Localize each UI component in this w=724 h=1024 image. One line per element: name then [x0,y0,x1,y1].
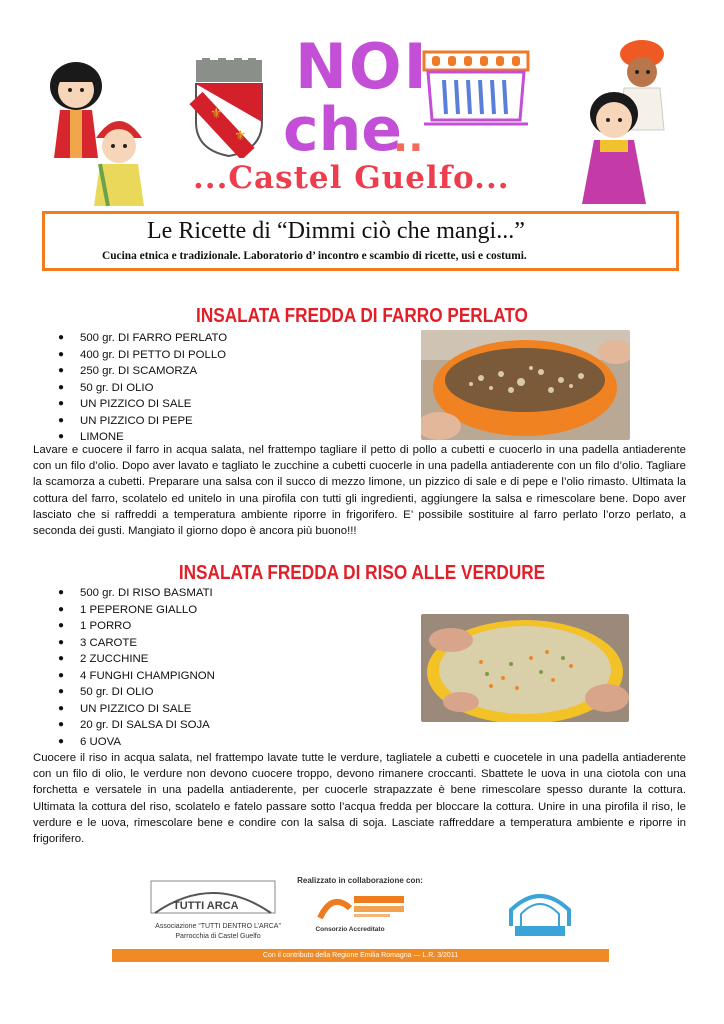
ingredient-text: 3 CAROTE [80,636,137,649]
ingredient-text: LIMONE [80,431,124,443]
logo-che-text: che [283,95,402,165]
ingredient-item [58,618,215,635]
bullet-icon: ● [58,348,65,360]
rice-salad-photo [421,614,629,722]
comunita-solidale-logo [316,890,408,924]
association-name: Associazione “TUTTI DENTRO L’ARCA” [155,923,281,930]
ingredient-text: 400 gr. DI PETTO DI POLLO [80,348,227,361]
ingredient-text: 2 ZUCCHINE [80,653,149,665]
ingredient-item [58,651,215,668]
banner-title: Le Ricette di “Dimmi ciò che mangi...” [147,218,525,244]
logo-town-text: ...Castel Guelfo... [193,160,510,196]
ingredient-item [58,717,215,734]
ingredient-text: 500 gr. DI FARRO PERLATO [80,332,228,344]
bullet-icon: ● [58,603,65,615]
bullet-icon: ● [58,620,65,631]
ingredient-text: 20 gr. DI SALSA DI SOJA [80,719,210,731]
ingredient-item [58,734,215,751]
ingredient-text: 4 FUNGHI CHAMPIGNON [80,669,215,682]
recipes-banner [42,211,679,271]
ingredient-item [58,602,215,619]
banner-subtitle: Cucina etnica e tradizionale. Laboratorio d’ incontro e scambio di ricette, usi e costumi. [102,250,527,262]
ingredient-text: UN PIZZICO DI SALE [80,398,192,410]
consorzio-label: Consorzio Accreditato [315,926,385,933]
bullet-icon: ● [58,431,65,442]
recipe-2-ingredients [58,585,215,750]
ingredient-text: 50 gr. DI OLIO [80,381,154,394]
bullet-icon: ● [58,365,65,376]
bullet-icon: ● [58,332,65,343]
svg-text:⚜: ⚜ [210,105,223,121]
ingredient-item [58,347,227,364]
collaboration-label: Realizzato in collaborazione con: [297,876,423,885]
girl-yellow-dress-illustration [88,108,150,208]
logo-noi-text: NOI [295,30,429,103]
bullet-icon: ● [58,414,65,426]
bullet-icon: ● [58,398,65,409]
palace-illustration [420,40,532,150]
ingredient-text: 50 gr. DI OLIO [80,686,154,698]
ingredient-text: 6 UOVA [80,735,121,748]
page-header [0,0,724,210]
tutti-dentro-arca-logo [133,873,293,923]
ida-poli-logo [505,886,575,942]
recipe-2-title: INSALATA FREDDA DI RISO ALLE VERDURE [178,562,546,584]
ingredient-text: 250 gr. DI SCAMORZA [80,365,198,377]
parish-name: Parrocchia di Castel Guelfo [175,933,261,940]
ingredient-text: 1 PEPERONE GIALLO [80,603,198,616]
regional-contribution-bar: Con il contributo della Regione Emilia Romagna — L.R. 3/2011 [112,949,609,962]
ingredient-item [58,330,227,347]
recipe-1-title: INSALATA FREDDA DI FARRO PERLATO [196,305,528,327]
ingredient-item [58,363,227,380]
ingredient-item [58,635,215,652]
ingredient-item [58,668,215,685]
ingredient-text: 1 PORRO [80,620,132,632]
ingredient-item [58,684,215,701]
ingredient-item [58,413,227,430]
bullet-icon: ● [58,702,65,714]
bullet-icon: ● [58,587,65,598]
recipe-1-ingredients [58,330,227,446]
bullet-icon: ● [58,669,65,681]
ingredient-item [58,396,227,413]
logo-dots: .. [393,115,424,161]
bullet-icon: ● [58,719,65,730]
ingredient-text: UN PIZZICO DI SALE [80,702,192,715]
recipe-1-method: Lavare e cuocere il farro in acqua salata, nel frattempo tagliare il petto di pollo a cubetti e cuocerlo in una padella antiaderente con un filo d’olio. Dopo aver lavato e tagliato le zucchine a cubetti cuocerle in una padella antiaderente con un filo d’olio. Tagliare la scamorza a cubetti. Preparare una salsa con il succo di mezzo limone, un pizzico di sale e di pepe e l’olio rimasto. Ultimata la cottura del farro, scolatelo ed unitelo in una pirofila con tutti gli ingredienti, aggiungere la salsa e rimescolare bene. Dopo aver lasciato che si raffreddi a temperatura ambiente riporre in frigorifero. E’ possibile sostituire al farro perlato l’orzo perlato, a seconda dei gusti. Mangiato il giorno dopo è ancora più buono!!! [33,444,686,538]
svg-text:TUTTI ARCA: TUTTI ARCA [173,900,239,912]
svg-text:⚜: ⚜ [234,127,247,143]
bullet-icon: ● [58,653,65,664]
castel-guelfo-coat-of-arms [188,58,270,158]
bullet-icon: ● [58,735,65,747]
ingredient-item [58,380,227,397]
bullet-icon: ● [58,686,65,697]
girl-pink-dress-illustration [576,86,652,206]
ingredient-item [58,585,215,602]
bullet-icon: ● [58,381,65,393]
ingredient-text: UN PIZZICO DI PEPE [80,414,193,427]
bullet-icon: ● [58,636,65,648]
ingredient-text: 500 gr. DI RISO BASMATI [80,587,213,599]
farro-salad-photo [421,330,630,440]
ingredient-item [58,701,215,718]
recipe-2-method: Cuocere il riso in acqua salata, nel frattempo lavate tutte le verdure, tagliatele a cubetti e cuocetele in una padella antiaderente con un filo di olio, le verdure non devono cuocere troppo, devono rimanere croccanti. Sbattete le uova in una ciotola con una forchetta e versatele in una padella antiaderente, per cuocerle strapazzate è bene rimescolare spesso durante la cottura. Ultimata la cottura del riso, scolatelo e fatelo passare sotto l’acqua fredda per bloccare la cottura. Unire in una pirofila il riso, le verdure e le uova, rimescolare bene e condire con la salsa di soja. Lasciate raffreddare a temperatura ambiente e riporre in frigorifero. [33,752,686,846]
